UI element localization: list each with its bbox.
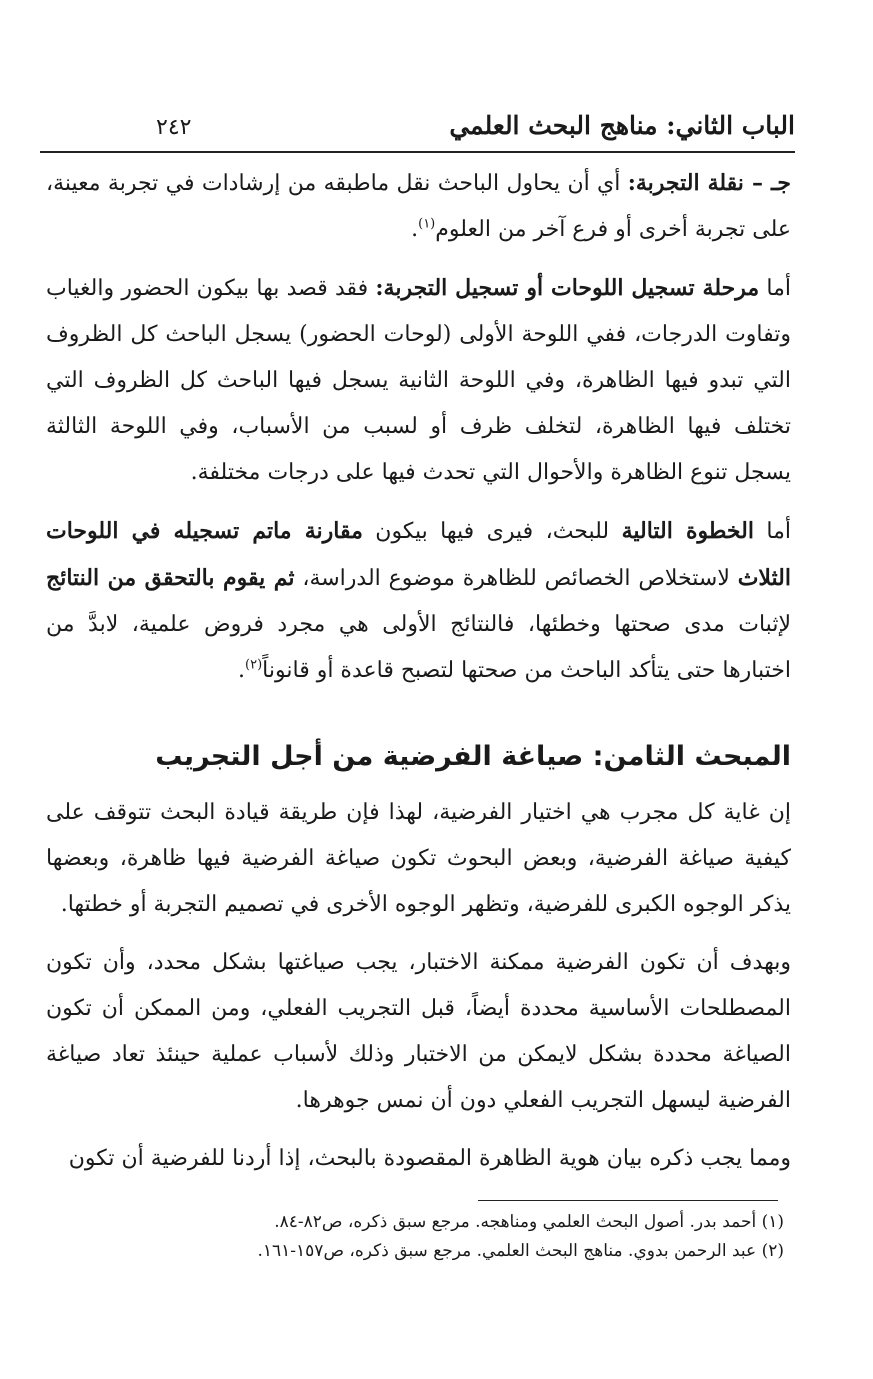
footnote-marker: (١) [418,216,436,232]
paragraph-text: . [411,217,419,242]
paragraph-experiment-transfer [46,160,791,253]
page-header [40,105,795,153]
paragraph-text: لاستخلاص الخصائص للظاهرة موضوع الدراسة، [294,566,738,591]
paragraph-tables-recording [46,265,791,496]
bold-term: جـ – نقلة التجربة: [627,170,792,196]
footnote-1: (١) أحمد بدر. أصول البحث العلمي ومناهجه. مرجع سبق ذكره، ص٨٢-٨٤. [274,1212,784,1232]
paragraph-text: أما [759,276,792,301]
running-title: الباب الثاني: مناهج البحث العلمي [449,111,795,140]
paragraph-text: للبحث، فيرى فيها بيكون [362,519,622,544]
bold-term: مقارنة ماتم تسجيله في اللوحات الثلاث [46,518,791,591]
paragraph-text: أما [753,519,791,544]
paragraph-hypothesis-testable: وبهدف أن تكون الفرضية ممكنة الاختبار، يجب صياغتها بشكل محدد، وأن تكون المصطلحات الأساسية محددة أيضاً، قبل التجريب الفعلي، ومن الممكن أن تكون الصياغة محددة بشكل لايمكن من الاختبار وذلك لأسباب عملية حينئذ تعاد صياغة الفرضية ليسهل التجريب الفعلي دون أن نمس جوهرها. [46,950,791,1113]
paragraph-next-step [46,508,791,694]
paragraph-text: لإثبات مدى صحتها وخطئها، فالنتائج الأولى هي مجرد فروض علمية، لابدَّ من اختبارها حتى يتأكد الباحث من صحتها لتصبح قاعدة أو قانوناً [46,612,791,683]
footnote-marker: (٢) [245,657,263,673]
bold-term: الخطوة التالية [621,518,754,544]
footnotes [46,1208,784,1266]
bold-term: مرحلة تسجيل اللوحات أو تسجيل التجربة: [375,275,760,301]
paragraph-phenomenon-identity: ومما يجب ذكره بيان هوية الظاهرة المقصودة بالبحث، إذا أردنا للفرضية أن تكون [68,1146,791,1171]
paragraph-text: . [238,658,246,683]
footnote-divider [478,1200,778,1201]
bold-term: ثم يقوم بالتحقق من النتائج [46,565,295,591]
page-number: ٢٤٢ [156,115,192,140]
footnote-2: (٢) عبد الرحمن بدوي. مناهج البحث العلمي. مرجع سبق ذكره، ص١٥٧-١٦١. [257,1241,784,1261]
paragraph-text: أي أن يحاول الباحث نقل ماطبقه من إرشادات في تجربة معينة، على تجربة أخرى أو فرع آخر من العلوم [46,171,791,242]
paragraph-text: فقد قصد بها بيكون الحضور والغياب وتفاوت الدرجات، ففي اللوحة الأولى (لوحات الحضور) يسجل الباحث كل الظروف التي تبدو فيها الظاهرة، وفي اللوحة الثانية يسجل فيها الباحث كل الظروف التي تختلف فيها الظاهرة، لتخلف ظرف أو لسبب من الأسباب، وفي اللوحة الثالثة يسجل تنوع الظاهرة والأحوال التي تحدث فيها على درجات مختلفة. [46,276,791,485]
section-heading: المبحث الثامن: صياغة الفرضية من أجل التجريب [155,741,791,772]
page-body [46,160,791,1194]
paragraph-hypothesis-goal: إن غاية كل مجرب هي اختيار الفرضية، لهذا فإن طريقة قيادة البحث تتوقف على كيفية صياغة الفرضية، وبعض البحوث تكون صياغة الفرضية فيها ظاهرة، وبعضها يذكر الوجوه الكبرى للفرضية، وتظهر الوجوه الأخرى في تصميم التجربة أو خطتها. [46,800,791,917]
